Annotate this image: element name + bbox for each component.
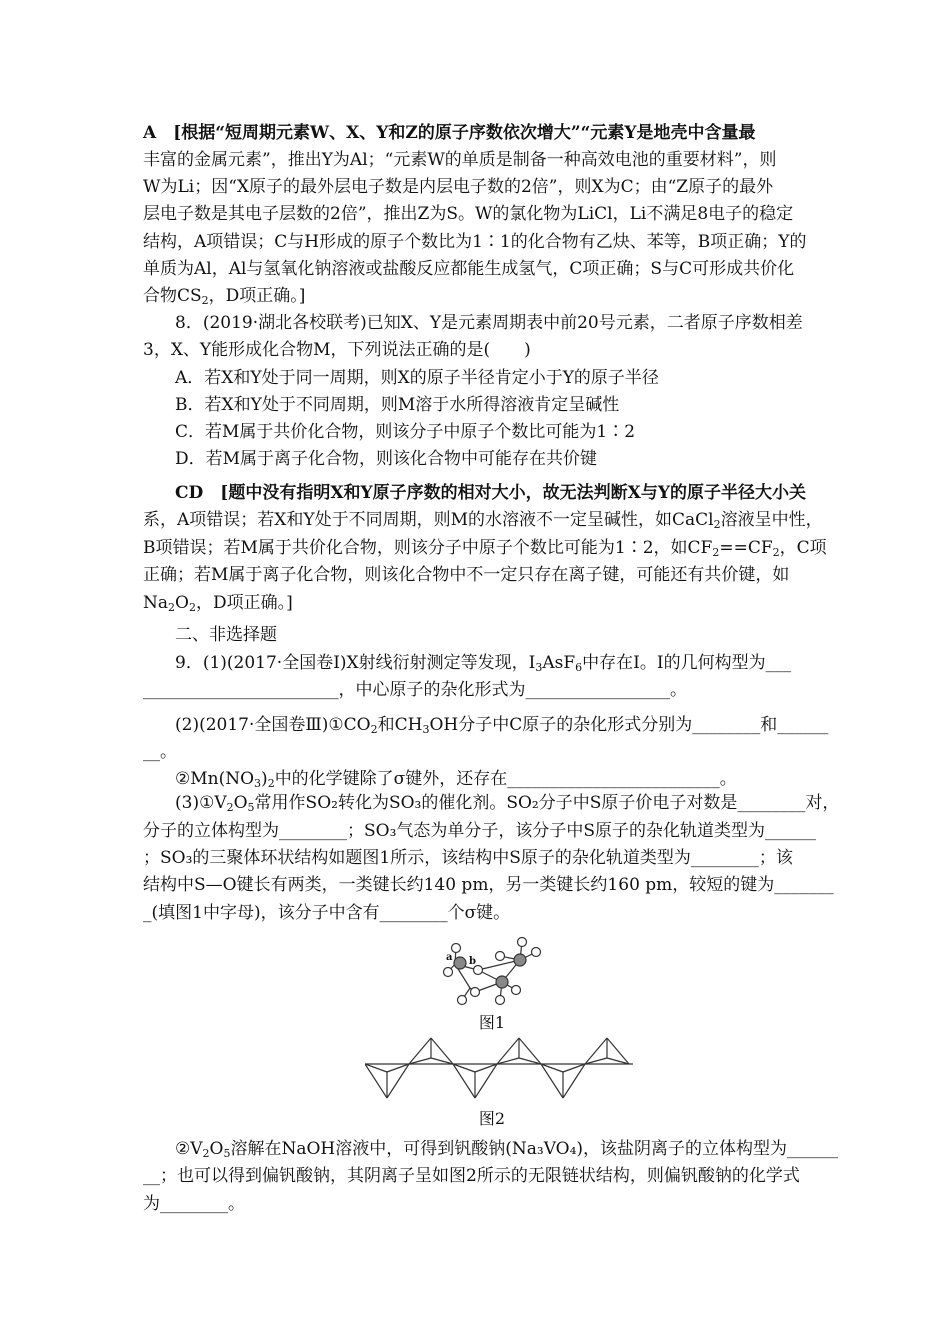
question-9-3-text: 分子的立体构型为________；SO₃气态为单分子，该分子中S原子的杂化轨道类型为______ bbox=[143, 821, 817, 841]
answer-8-text: B项错误；若M属于共价化合物，则该分子中原子个数比可能为1∶2，如$CF_2==CF_2$，C项 bbox=[143, 538, 827, 559]
chain-edge bbox=[431, 1038, 453, 1064]
figure-2-caption: 图2 bbox=[478, 1109, 506, 1128]
chain-edge bbox=[475, 1064, 497, 1098]
option-a: A．若X和Y处于同一周期，则X的原子半径肯定小于Y的原子半径 bbox=[175, 368, 659, 388]
figure-2-diagram bbox=[365, 1036, 633, 1104]
answer-7-text: 单质为Al，Al与氢氧化钠溶液或盐酸反应都能生成氢气，C项正确；S与C可形成共价化 bbox=[143, 259, 795, 279]
answer-8: CD [题中没有指明X和Y原子序数的相对大小，故无法判断X与Y的原子半径大小关 bbox=[175, 483, 806, 503]
answer-7-text: 层电子数是其电子层数的2倍”，推出Z为S。W的氯化物为LiCl，Li不满足8电子的稳定 bbox=[143, 204, 794, 224]
answer-7-text: 结构，A项错误；C与H形成的原子个数比为1∶1的化合物有乙炔、苯等，B项正确；Y的 bbox=[143, 232, 807, 252]
option-c: C．若M属于共价化合物，则该分子中原子个数比可能为1∶2 bbox=[175, 422, 636, 442]
answer-7: A [根据“短周期元素W、X、Y和Z的原子序数依次增大”“元素Y是地壳中含量最 bbox=[143, 123, 756, 143]
chain-edge bbox=[563, 1064, 585, 1098]
question-9-2: (2)(2017·全国卷$Ⅲ)①CO_2$和$CH_3OH$分子中C原子的杂化形式分别为________和______ bbox=[175, 715, 829, 736]
chain-edge bbox=[409, 1038, 431, 1064]
chain-edge bbox=[365, 1064, 387, 1098]
question-9-3-ii: $②V_2O_5$溶解在NaOH溶液中，可得到钒酸钠(Na₃VO₄)，该盐阴离子的立体构型为______ bbox=[175, 1139, 839, 1160]
question-8-text: 3，X、Y能形成化合物M，下列说法正确的是( ) bbox=[143, 340, 531, 360]
chain-edge bbox=[453, 1064, 475, 1098]
option-b: B．若X和Y处于不同周期，则M溶于水所得溶液肯定呈碱性 bbox=[175, 395, 620, 415]
figure-1-caption: 图1 bbox=[478, 1013, 506, 1032]
question-9-2-ii: $②Mn(NO_3)_2$中的化学键除了σ键外，还存在_________________________。 bbox=[175, 769, 737, 790]
answer-7-text: W为Li；因“X原子的最外层电子数是内层电子数的2倍”，则X为C；由“Z原子的最外 bbox=[143, 177, 774, 197]
chain-edge bbox=[387, 1064, 409, 1098]
question-9-3-text: 结构中S—O键长有两类，一类键长约140 pm，另一类键长约160 pm，较短的键为_______ bbox=[143, 875, 834, 895]
question-9-2-text: __。 bbox=[143, 742, 177, 762]
question-9-3-ii-text: __；也可以得到偏钒酸钠，其阴离子呈如图2所示的无限链状结构，则偏钒酸钠的化学式 bbox=[143, 1166, 800, 1186]
question-9: 9．(1)(2017·全国卷Ⅰ)X射线衍射测定等发现，$I_3AsF_6$中存在I。I的几何构型为___ bbox=[175, 653, 792, 674]
question-9-3-text: ；SO₃的三聚体环状结构如题图1所示，该结构中S原子的杂化轨道类型为________；该 bbox=[143, 848, 793, 868]
question-9-3-text: _(填图1中字母)，该分子中含有________个σ键。 bbox=[143, 903, 511, 923]
figure-1-diagram bbox=[430, 930, 560, 1008]
answer-8-text: 正确；若M属于离子化合物，则该化合物中不一定只存在离子键，可能还有共价键，如 bbox=[143, 565, 790, 585]
fig1-label-b: b bbox=[469, 956, 476, 967]
chain-edge bbox=[541, 1064, 563, 1098]
answer-7-text: 丰富的金属元素”，推出Y为Al；“元素W的单质是制备一种高效电池的重要材料”，则 bbox=[143, 150, 777, 170]
question-9-text: _______________________，中心原子的杂化形式为_________________。 bbox=[143, 680, 687, 700]
fig1-label-a: a bbox=[446, 952, 453, 963]
section-heading: 二、非选择题 bbox=[175, 625, 277, 645]
answer-8-text: $Na_2O_2$，D项正确。] bbox=[143, 593, 293, 614]
question-9-3: $(3)①V_2O_5$常用作SO₂转化为SO₃的催化剂。SO₂分子中S原子价电子对数是________对， bbox=[175, 793, 840, 814]
chain-edge bbox=[607, 1038, 629, 1064]
option-d: D．若M属于离子化合物，则该化合物中可能存在共价键 bbox=[175, 449, 598, 469]
chain-edge bbox=[519, 1038, 541, 1064]
answer-8-text: 系，A项错误；若X和Y处于不同周期，则M的水溶液不一定呈碱性，如CaCl$_2$溶液呈中性， bbox=[143, 510, 823, 531]
question-9-3-ii-text: 为________。 bbox=[143, 1194, 245, 1214]
chain-edge bbox=[585, 1038, 607, 1064]
question-8: 8．(2019·湖北各校联考)已知X、Y是元素周期表中前20号元素，二者原子序数相差 bbox=[175, 313, 803, 333]
answer-7-text: 合物$CS_2$，D项正确。] bbox=[143, 286, 306, 307]
chain-edge bbox=[497, 1038, 519, 1064]
